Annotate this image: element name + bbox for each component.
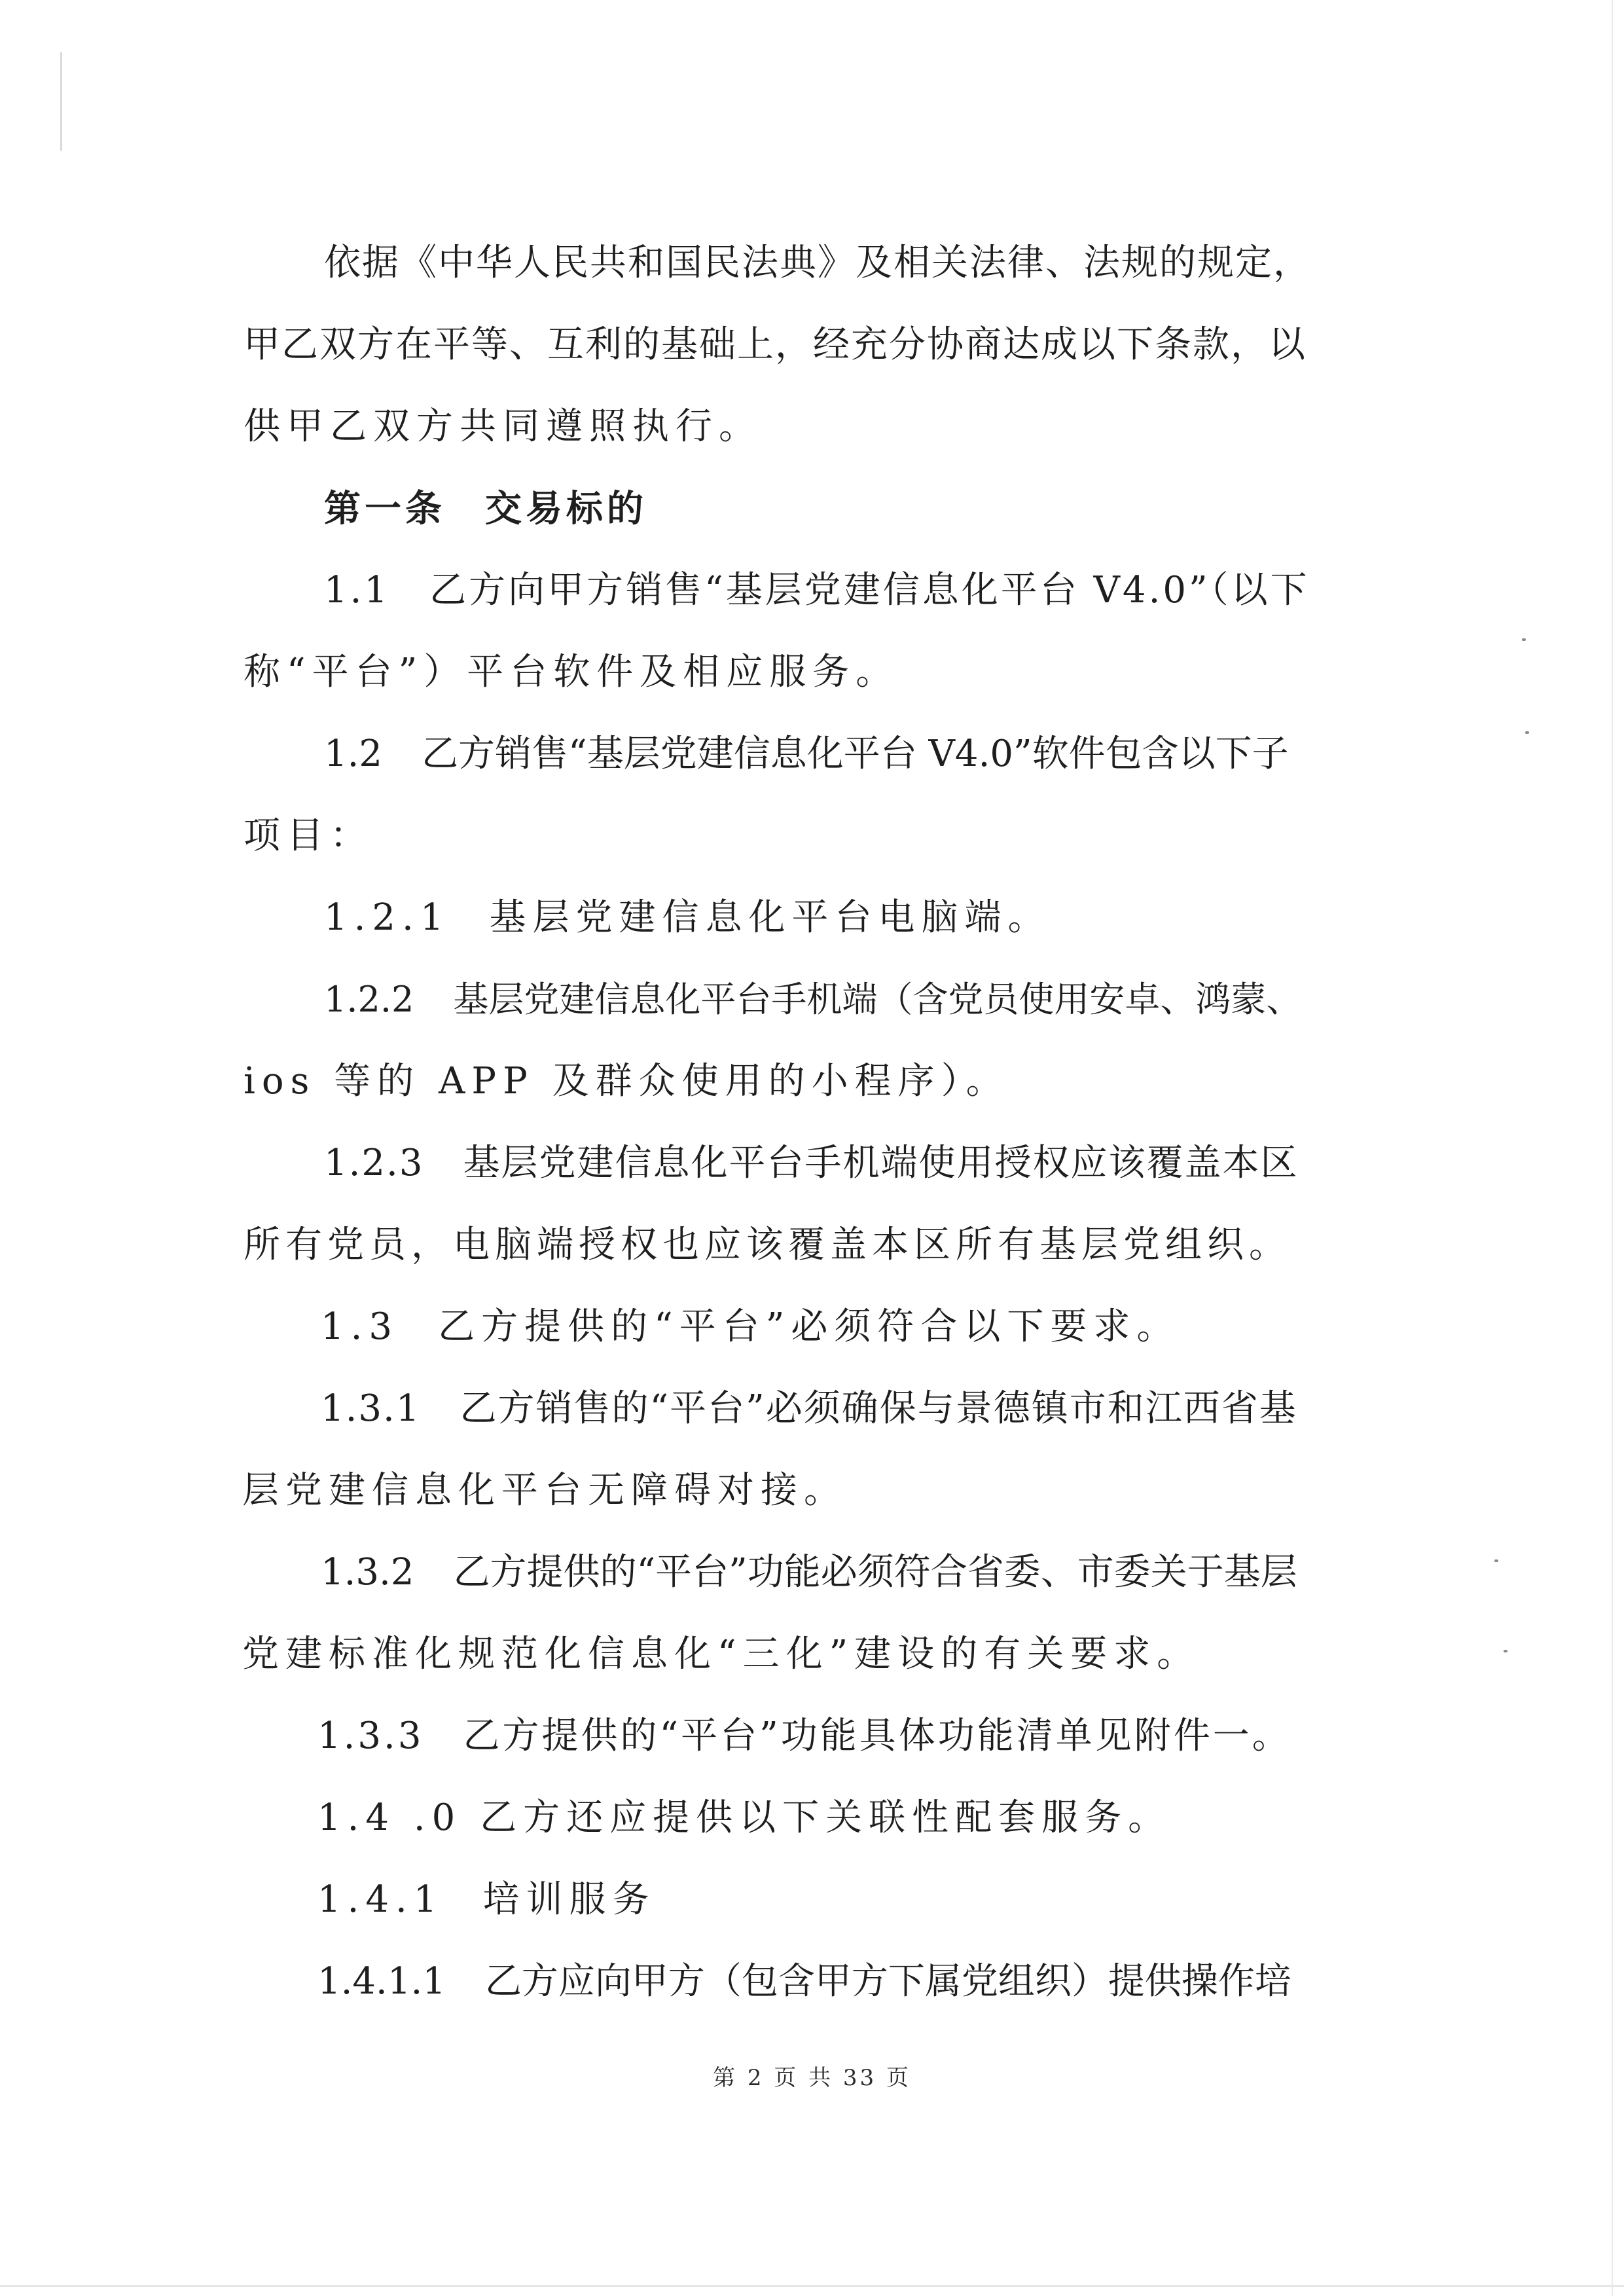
clause-text: 乙方向甲方销售“基层党建信息化平台 V4.0”（以下: [429, 569, 1310, 611]
clause-text: 基层党建信息化平台手机端（含党员使用安卓、鸿蒙、: [453, 979, 1302, 1020]
clause-text: 基层党建信息化平台电脑端。: [489, 896, 1051, 939]
clause-line: [324, 731, 1289, 778]
clause-number: 1.3.3: [317, 1715, 424, 1757]
page-number-footer: 第 2 页 共 33 页: [713, 2065, 911, 2091]
clause-line: [324, 894, 1051, 941]
paragraph-line: 甲乙双方在平等、互利的基础上，经充分协商达成以下条款，以: [244, 323, 1307, 366]
clause-line: [317, 1958, 1291, 2005]
scan-edge-mark: [0, 2285, 1624, 2287]
scan-speck: [1504, 1650, 1507, 1652]
scan-edge-mark: [60, 52, 62, 151]
clause-number: 1.2.3: [324, 1142, 424, 1184]
clause-number: 1.4.1.1: [317, 1960, 446, 2003]
paragraph-line: 层党建信息化平台无障碍对接。: [242, 1469, 847, 1512]
paragraph-line: ios 等的 APP 及群众使用的小程序）。: [244, 1060, 1009, 1102]
clause-text: 乙方销售“基层党建信息化平台 V4.0”软件包含以下子: [422, 733, 1289, 775]
clause-text: 基层党建信息化平台手机端使用授权应该覆盖本区: [463, 1142, 1299, 1184]
clause-number: 1.2: [324, 733, 383, 775]
clause-line: [317, 1876, 656, 1923]
clause-line: [321, 1303, 1180, 1351]
article-title: 交易标的: [485, 487, 647, 530]
clause-number: 1.1: [324, 569, 391, 611]
clause-number: 1.4.1: [317, 1878, 444, 1921]
clause-line: [324, 1140, 1299, 1187]
clause-number: 1.3: [321, 1305, 399, 1348]
paragraph-line: 称“平台”）平台软件及相应服务。: [244, 651, 899, 693]
clause-text: 乙方提供的“平台”必须符合以下要求。: [438, 1305, 1180, 1348]
clause-text: 乙方提供的“平台”功能具体功能清单见附件一。: [463, 1715, 1291, 1757]
scan-speck: [1525, 731, 1529, 734]
clause-text: 培训服务: [482, 1878, 656, 1921]
clause-line: [317, 1713, 1291, 1760]
clause-number: 1.2.1: [324, 896, 450, 939]
article-number: 第一条: [324, 487, 446, 530]
clause-text: 乙方应向甲方（包含甲方下属党组织）提供操作培: [484, 1960, 1291, 2003]
clause-line: [324, 567, 1310, 614]
article-heading: [324, 485, 647, 532]
paragraph-line: 党建标准化规范化信息化“三化”建设的有关要求。: [242, 1633, 1200, 1675]
clause-line: 1.4 .0 乙方还应提供以下关联性配套服务。: [317, 1796, 1172, 1839]
clause-line: [321, 1385, 1297, 1432]
scan-edge-mark: [1612, 0, 1613, 2296]
clause-text: 乙方销售的“平台”必须确保与景德镇市和江西省基: [460, 1387, 1297, 1430]
scan-speck: [1522, 638, 1526, 641]
clause-line: [324, 976, 1301, 1023]
paragraph-line: 所有党员，电脑端授权也应该覆盖本区所有基层党组织。: [244, 1224, 1291, 1266]
clause-line: [321, 1549, 1297, 1596]
clause-text: 乙方提供的“平台”功能必须符合省委、市委关于基层: [453, 1551, 1297, 1594]
paragraph-line: 依据《中华人民共和国民法典》及相关法律、法规的规定，: [324, 242, 1311, 284]
scan-speck: [1494, 1559, 1498, 1562]
paragraph-line: 项目：: [244, 814, 373, 857]
clause-number: 1.3.1: [321, 1387, 421, 1430]
clause-number: 1.3.2: [321, 1551, 414, 1594]
paragraph-line: 供甲乙双方共同遵照执行。: [244, 405, 762, 448]
clause-number: 1.2.2: [324, 979, 414, 1020]
